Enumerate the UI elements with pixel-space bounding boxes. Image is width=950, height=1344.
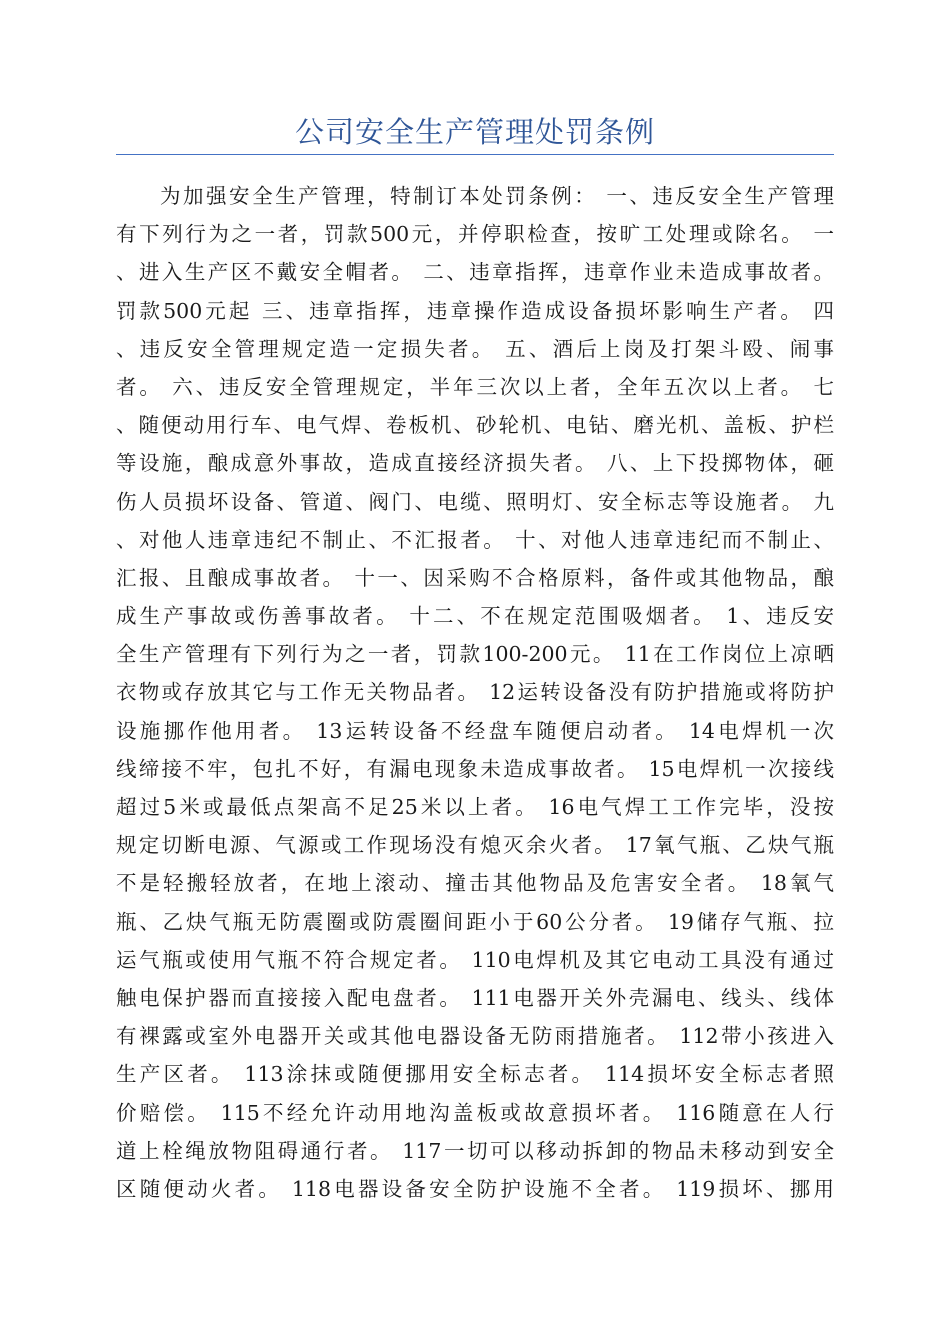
document-body	[116, 177, 834, 1208]
body-line: 运气瓶或使用气瓶不符合规定者。 110电焊机及其它电动工具没有通过	[116, 947, 834, 972]
body-line: 不是轻搬轻放者，在地上滚动、撞击其他物品及危害安全者。 18氧气	[116, 871, 834, 896]
body-line: 设施挪作他用者。 13运转设备不经盘车随便启动者。 14电焊机一次	[116, 718, 834, 743]
body-line: 等设施，酿成意外事故，造成直接经济损失者。 八、上下投掷物体，砸	[116, 451, 834, 476]
body-line: 全生产管理有下列行为之一者，罚款100-200元。 11在工作岗位上凉晒	[116, 642, 834, 667]
body-line: 衣物或存放其它与工作无关物品者。 12运转设备没有防护措施或将防护	[116, 680, 834, 705]
body-line: 者。 六、违反安全管理规定，半年三次以上者，全年五次以上者。 七	[116, 374, 834, 399]
body-line: 瓶、乙炔气瓶无防震圈或防震圈间距小于60公分者。 19储存气瓶、拉	[116, 909, 834, 934]
body-line: 道上栓绳放物阻碍通行者。 117一切可以移动拆卸的物品未移动到安全	[116, 1138, 834, 1163]
body-line: 超过5米或最低点架高不足25米以上者。 16电气焊工工作完毕，没按	[116, 795, 834, 819]
body-line: 、对他人违章违纪不制止、不汇报者。 十、对他人违章违纪而不制止、	[116, 527, 834, 552]
body-line: 、进入生产区不戴安全帽者。 二、违章指挥，违章作业未造成事故者。	[116, 260, 834, 285]
body-line: 触电保护器而直接接入配电盘者。 111电器开关外壳漏电、线头、线体	[116, 985, 834, 1010]
body-line: 罚款500元起 三、违章指挥，违章操作造成设备损坏影响生产者。 四	[116, 298, 834, 323]
body-line: 为加强安全生产管理，特制订本处罚条例： 一、违反安全生产管理	[160, 184, 834, 208]
body-line: 生产区者。 113涂抹或随便挪用安全标志者。 114损坏安全标志者照	[116, 1062, 834, 1087]
body-line: 有下列行为之一者，罚款500元，并停职检查，按旷工处理或除名。 一	[116, 222, 834, 247]
body-line: 区随便动火者。 118电器设备安全防护设施不全者。 119损坏、挪用	[116, 1176, 834, 1201]
body-line: 成生产事故或伤善事故者。 十二、不在规定范围吸烟者。 1、违反安	[116, 604, 834, 629]
body-line: 规定切断电源、气源或工作现场没有熄灭余火者。 17氧气瓶、乙炔气瓶	[116, 833, 834, 858]
body-line: 线缔接不牢，包扎不好，有漏电现象未造成事故者。 15电焊机一次接线	[116, 756, 834, 781]
body-line: 汇报、且酿成事故者。 十一、因采购不合格原料，备件或其他物品，酿	[116, 565, 834, 590]
body-line: 、违反安全管理规定造一定损失者。 五、酒后上岗及打架斗殴、闹事	[116, 336, 834, 361]
body-line: 、随便动用行车、电气焊、卷板机、砂轮机、电钻、磨光机、盖板、护栏	[116, 413, 834, 438]
body-line: 有裸露或室外电器开关或其他电器设备无防雨措施者。 112带小孩进入	[116, 1024, 834, 1049]
document-title: 公司安全生产管理处罚条例	[294, 115, 655, 149]
title-underline	[116, 154, 834, 155]
body-line: 价赔偿。 115不经允许动用地沟盖板或故意损坏者。 116随意在人行	[116, 1100, 834, 1125]
body-line: 伤人员损坏设备、管道、阀门、电缆、照明灯、安全标志等设施者。 九	[116, 489, 834, 514]
